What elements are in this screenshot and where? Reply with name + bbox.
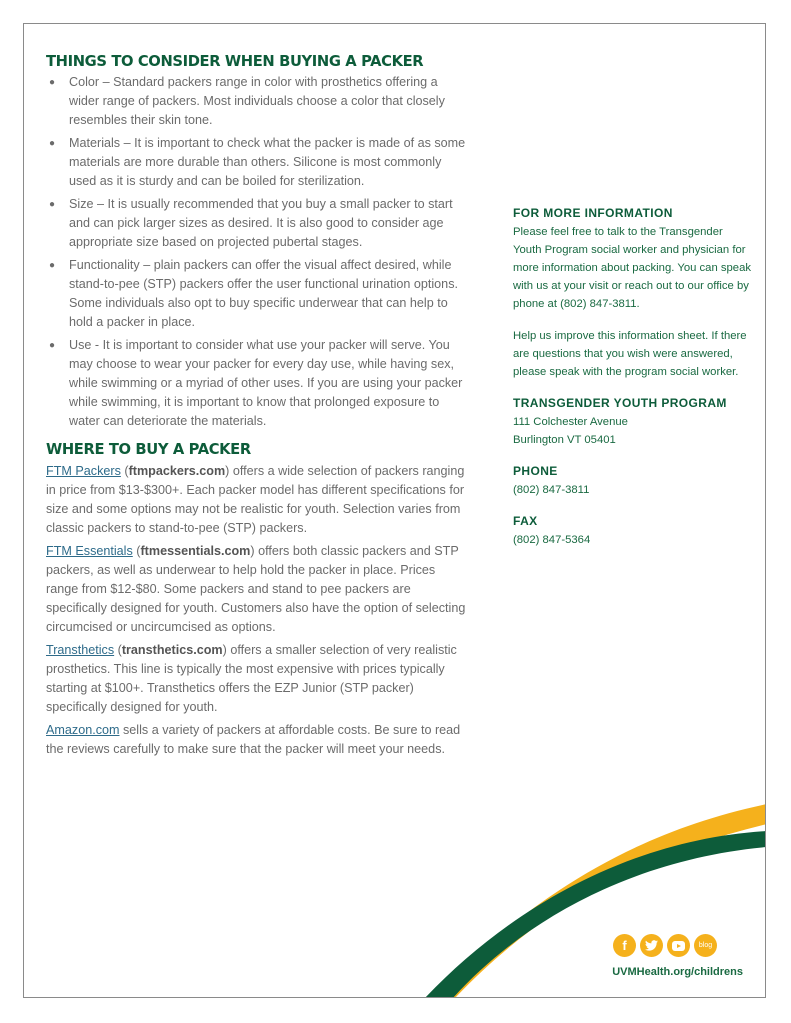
ftm-essentials-link[interactable]: FTM Essentials bbox=[46, 544, 133, 558]
twitter-icon[interactable] bbox=[640, 934, 663, 957]
list-item: ● Functionality – plain packers can offer the visual affect desired, while stand-to-pee (STP) packers offer the user functional urination options. Some individuals also opt to buy specific underwear that can help to hold a packer in place. bbox=[49, 258, 458, 329]
sidebar bbox=[513, 205, 753, 563]
website-url[interactable]: UVMHealth.org/childrens bbox=[612, 966, 743, 978]
vendor-ftm-packers: FTM Packers (ftmpackers.com) offers a wide selection of packers ranging in price from $13-$300+. Each packer model has different specifications for size and some options may not be realistic for youth. Selection varies from classic packers to stand-to-pee (STP) packers. bbox=[46, 464, 465, 535]
list-item: ● Materials – It is important to check what the packer is made of as some materials are more durable than others. Silicone is most commonly used as it is sturdy and can be boiled for sterilization. bbox=[49, 136, 466, 188]
program-heading: TRANSGENDER YOUTH PROGRAM bbox=[513, 396, 727, 410]
consider-heading: THINGS TO CONSIDER WHEN BUYING A PACKER bbox=[46, 52, 424, 70]
fax-number: (802) 847-5364 bbox=[513, 534, 591, 546]
amazon-link[interactable]: Amazon.com bbox=[46, 723, 120, 737]
transthetics-link[interactable]: Transthetics bbox=[46, 643, 115, 657]
bullet-icon: ● bbox=[49, 340, 56, 351]
where-heading: WHERE TO BUY A PACKER bbox=[46, 440, 251, 458]
phone-heading: PHONE bbox=[513, 464, 558, 478]
list-item: ● Use - It is important to consider what use your packer will serve. You may choose to wear your packer for every day use, while having sex, while swimming or a myriad of other uses. If you are using your packer while swimming, it is important to know that prolonged exposure to water can deteriorate the materials. bbox=[49, 338, 463, 428]
social-links bbox=[613, 934, 717, 957]
vendor-ftm-essentials: FTM Essentials (ftmessentials.com) offers both classic packers and STP packers, as well as underwear to help hold the packer in place. Prices range from $12-$80. Some packers and stand to pee packers are specifically designed for youth. Customers also have the option of selecting circumcised or uncircumcised as options. bbox=[46, 544, 466, 634]
info-text: Please feel free to talk to the Transgender Youth Program social worker and physician for more information about packing. You can speak with us at your visit or reach out to our office by phone at (802) 847-3811. bbox=[513, 226, 752, 310]
bullet-icon: ● bbox=[49, 199, 56, 210]
vendor-transthetics: Transthetics (transthetics.com) offers a smaller selection of very realistic prosthetics. This line is typically the most expensive with prices typically starting at $100+. Transthetics offers the EZP Junior (STP packer) specifically designed for youth. bbox=[46, 643, 457, 714]
address: 111 Colchester Avenue Burlington VT 05401 bbox=[513, 416, 628, 446]
main-column bbox=[46, 51, 466, 763]
fax-heading: FAX bbox=[513, 514, 538, 528]
bullet-icon: ● bbox=[49, 138, 56, 149]
bullet-icon: ● bbox=[49, 260, 56, 271]
help-text: Help us improve this information sheet. If there are questions that you wish were answered, please speak with the program social worker. bbox=[513, 330, 747, 378]
vendor-amazon: Amazon.com sells a variety of packers at affordable costs. Be sure to read the reviews carefully to make sure that the packer will meet your needs. bbox=[46, 723, 461, 756]
info-heading: FOR MORE INFORMATION bbox=[513, 206, 673, 220]
list-item: ● Size – It is usually recommended that you buy a small packer to start and can pick larger sizes as desired. It is also good to consider age appropriate size based on projected pubertal stages. bbox=[49, 197, 453, 249]
phone-number: (802) 847-3811 bbox=[513, 484, 590, 496]
consider-list bbox=[46, 73, 466, 431]
ftm-packers-link[interactable]: FTM Packers bbox=[46, 464, 121, 478]
youtube-icon[interactable] bbox=[667, 934, 690, 957]
bullet-icon: ● bbox=[49, 77, 56, 88]
list-item: ● Color – Standard packers range in color with prosthetics offering a wider range of packers. Most individuals choose a color that closely resembles their skin tone. bbox=[49, 75, 445, 127]
facebook-icon[interactable]: f bbox=[613, 934, 636, 957]
blog-icon[interactable]: blog bbox=[694, 934, 717, 957]
